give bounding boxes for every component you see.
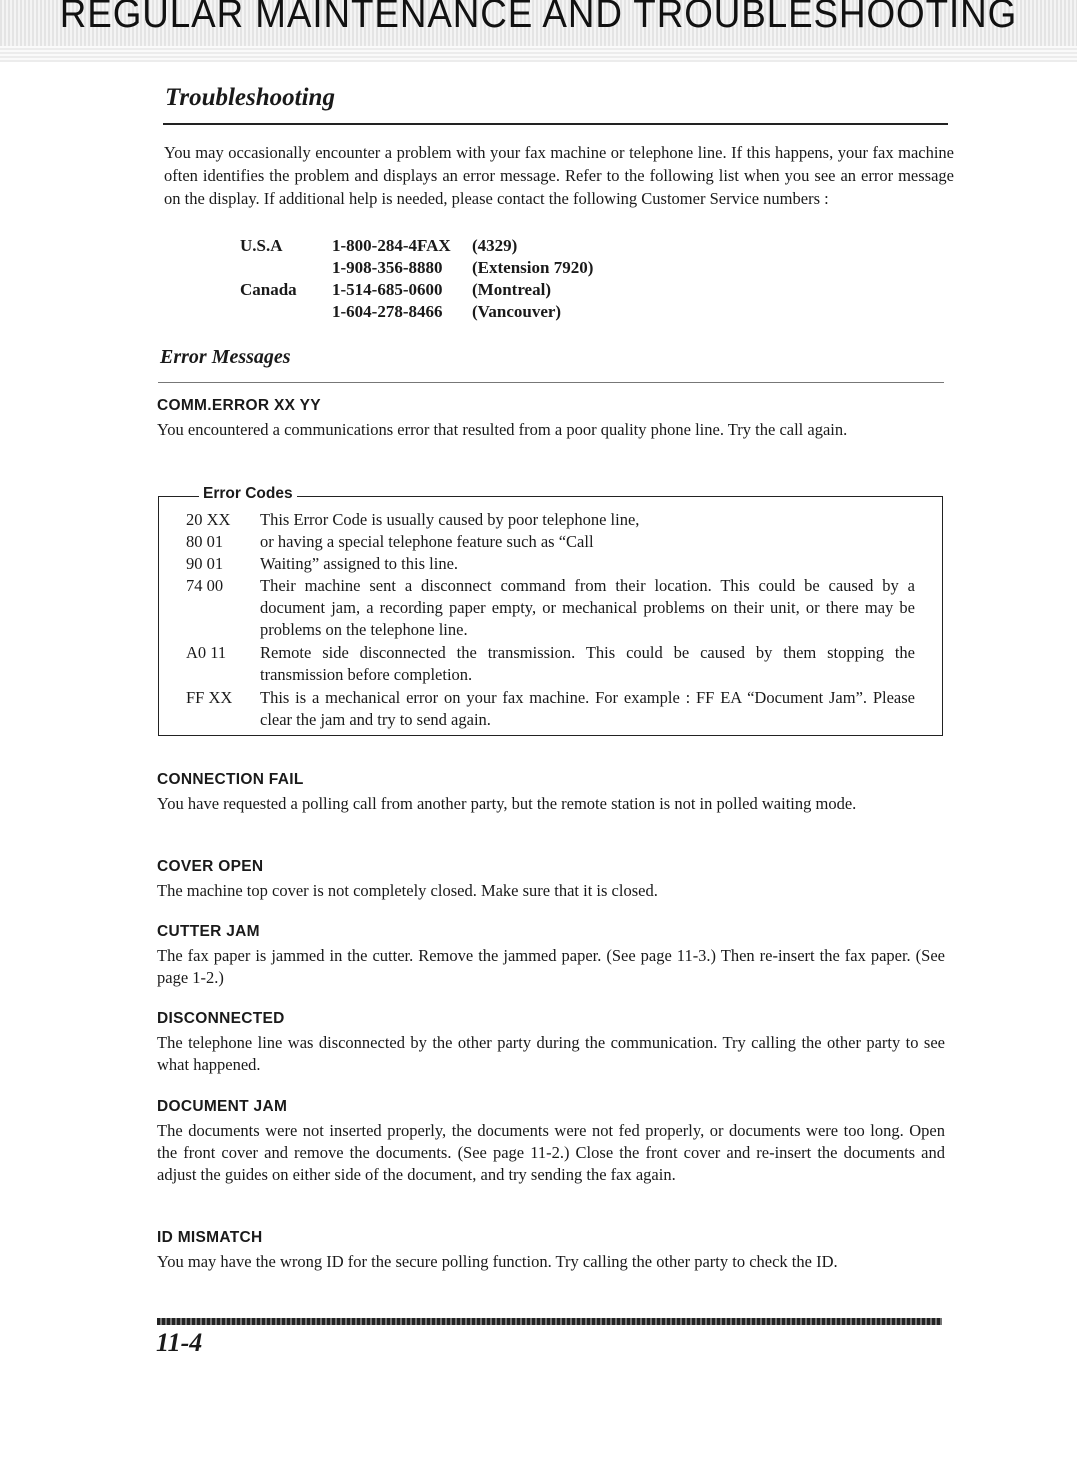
document-jam-title: DOCUMENT JAM — [157, 1098, 288, 1115]
contact-note: (Montreal) — [472, 280, 551, 299]
intro-text: You may occasionally encounter a problem with your fax machine or telephone line. If this happens, your fax machine often identifies the problem and displays an error message. Refer to the following list when you see an error message on the display. If additional help is needed, please contact the following Customer Service numbers : — [164, 143, 954, 208]
error-code-desc: Remote side disconnected the transmission. This could be caused by them stopping the transmission before completion. — [260, 643, 915, 684]
contact-region — [240, 301, 332, 323]
error-code-row — [159, 642, 944, 686]
connection-fail-body: You have requested a polling call from another party, but the remote station is not in polled waiting mode. — [157, 794, 857, 813]
disconnected-title: DISCONNECTED — [157, 1010, 285, 1027]
id-mismatch-entry — [157, 1229, 945, 1273]
page-number: 11-4 — [156, 1328, 203, 1357]
contact-region — [240, 257, 332, 279]
contact-note: (4329) — [472, 236, 518, 255]
error-code-desc: This Error Code is usually caused by poor telephone line, — [260, 510, 640, 529]
error-code: 90 01 — [186, 554, 224, 573]
contact-number: 1-604-278-8466 — [332, 302, 443, 321]
error-code-row — [159, 575, 944, 641]
error-messages-rule — [158, 382, 944, 383]
error-code: 74 00 — [186, 576, 224, 595]
comm-error-entry — [157, 397, 945, 441]
contact-number: 1-908-356-8880 — [332, 258, 443, 277]
comm-error-title: COMM.ERROR XX YY — [157, 397, 321, 414]
section-title: Troubleshooting — [165, 84, 335, 111]
error-code-row — [159, 531, 944, 553]
error-code-row — [159, 687, 944, 731]
error-code: FF XX — [186, 688, 233, 707]
contact-row — [240, 257, 593, 279]
cover-open-body: The machine top cover is not completely closed. Make sure that it is closed. — [157, 881, 658, 900]
error-code-desc: Their machine sent a disconnect command from their location. This could be caused by a document jam, a recording paper empty, or mechanical problems on their unit, or there may be problems on the telephone line. — [260, 576, 915, 639]
error-code-row — [159, 509, 944, 531]
connection-fail-entry — [157, 771, 945, 815]
contact-row — [240, 301, 593, 323]
id-mismatch-title: ID MISMATCH — [157, 1229, 263, 1246]
document-jam-body: The documents were not inserted properly, the documents were not fed properly, or documents were too long. Open the front cover and remove the documents. (See page 11-2.) Close the front cover and re-insert the documents and adjust the guides on either side of the document, and try sending the fax again. — [157, 1121, 945, 1184]
comm-error-body: You encountered a communications error that resulted from a poor quality phone line. Try the call again. — [157, 420, 848, 439]
error-code-desc: or having a special telephone feature such as “Call — [260, 532, 594, 551]
intro-paragraph — [164, 141, 954, 210]
contact-number: 1-514-685-0600 — [332, 280, 443, 299]
error-messages-title: Error Messages — [160, 346, 291, 368]
contact-number: 1-800-284-4FAX — [332, 236, 451, 255]
error-code-desc: Waiting” assigned to this line. — [260, 554, 459, 573]
contact-note: (Vancouver) — [472, 302, 562, 321]
header-title: REGULAR MAINTENANCE AND TROUBLESHOOTING — [59, 0, 1018, 36]
error-code: 20 XX — [186, 510, 231, 529]
error-code: A0 11 — [186, 643, 227, 662]
disconnected-entry — [157, 1010, 945, 1076]
contact-list — [240, 235, 593, 323]
cover-open-entry — [157, 858, 945, 902]
contact-note: (Extension 7920) — [472, 258, 594, 277]
document-jam-entry — [157, 1098, 945, 1186]
footer-rule — [157, 1318, 942, 1325]
contact-region: Canada — [240, 280, 297, 299]
error-codes-box — [158, 485, 943, 736]
error-codes-legend: Error Codes — [199, 485, 297, 503]
cutter-jam-entry — [157, 923, 945, 989]
contact-region: U.S.A — [240, 236, 283, 255]
header-band — [0, 0, 1077, 62]
error-code-desc: This is a mechanical error on your fax machine. For example : FF EA “Document Jam”. Please clear the jam and try to send again. — [260, 688, 915, 729]
cutter-jam-title: CUTTER JAM — [157, 923, 260, 940]
contact-row — [240, 279, 593, 301]
id-mismatch-body: You may have the wrong ID for the secure polling function. Try calling the other party to check the ID. — [157, 1252, 838, 1271]
error-code-row — [159, 553, 944, 575]
cover-open-title: COVER OPEN — [157, 858, 264, 875]
disconnected-body: The telephone line was disconnected by the other party during the communication. Try calling the other party to see what happened. — [157, 1033, 945, 1074]
title-rule — [163, 123, 948, 125]
contact-row — [240, 235, 593, 257]
cutter-jam-body: The fax paper is jammed in the cutter. Remove the jammed paper. (See page 11-3.) Then re-insert the fax paper. (See page 1-2.) — [157, 946, 945, 987]
error-code: 80 01 — [186, 532, 224, 551]
connection-fail-title: CONNECTION FAIL — [157, 771, 304, 788]
